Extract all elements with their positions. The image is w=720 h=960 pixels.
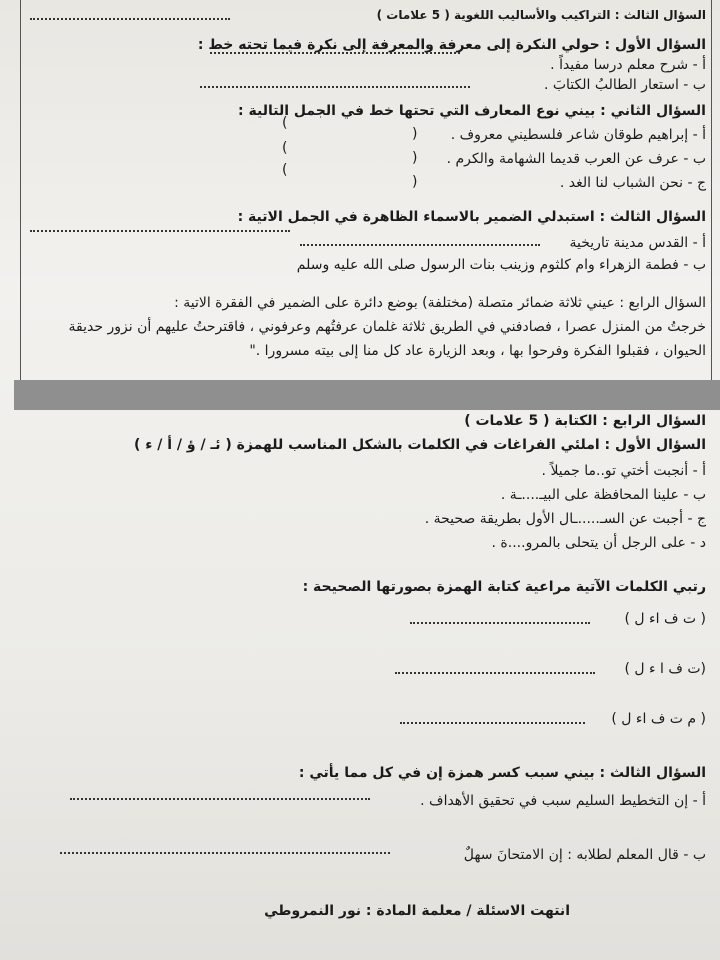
q2-item-b: ب - عرف عن العرب قديما الشهامة والكرم .: [446, 151, 706, 167]
answer-line: [30, 230, 290, 232]
q4-line2: خرجتُ من المنزل عصرا ، فصادفني في الطريق ثلاثة غلمان عرفتُهم وعرفوني ، فاقترحتُ عليهم أن نزور حديقة: [68, 319, 706, 335]
q2-item-c: ج - نحن الشباب لنا الغد .: [559, 175, 706, 191]
answer-line: [410, 622, 590, 624]
q2-item-a: أ - إبراهيم طوقان شاعر فلسطيني معروف .: [450, 127, 706, 143]
q2-answer-paren: (: [282, 115, 288, 131]
answer-line: [300, 244, 540, 246]
writing-q1-item-d: د - على الرجل أن يتحلى بالمرو....ة .: [491, 535, 706, 551]
q1-item-b: ب - استعار الطالبُ الكتابَ .: [543, 77, 706, 93]
writing-q2-item-1: ( ت ف اء ل ): [624, 611, 706, 627]
q2-answer-paren: (: [282, 140, 288, 156]
writing-q2-item-2: (ت ف ا ء ل ): [624, 661, 706, 677]
page-border-left: [20, 0, 21, 380]
q2-answer-paren: ): [412, 126, 418, 142]
q3-prompt: السؤال الثالث : استبدلي الضمير بالاسماء الظاهرة في الجمل الاتية :: [237, 209, 706, 225]
q2-answer-paren: ): [412, 174, 418, 190]
writing-q1-item-c: ج - أجبت عن السـ.....ـال الأول بطريقة صحيحة .: [424, 511, 706, 527]
answer-line: [200, 86, 470, 88]
q2-answer-paren: (: [282, 162, 288, 178]
q3-item-b: ب - فطمة الزهراء وام كلثوم وزينب بنات الرسول صلى الله عليه وسلم: [296, 257, 706, 273]
answer-line: [400, 722, 585, 724]
answer-line: [30, 18, 230, 20]
q1-prompt: السؤال الأول : حولي النكرة إلى معرفة والمعرفة إلى نكرة فيما تحته خط :: [197, 37, 706, 53]
section-divider-band: [14, 380, 720, 410]
writing-q3-prompt: السؤال الثالث : بيني سبب كسر همزة إن في كل مما يأتي :: [298, 765, 706, 781]
q4-line1: السؤال الرابع : عيني ثلاثة ضمائر متصلة (مختلفة) بوضع دائرة على الضمير في الفقرة الاتية :: [174, 295, 706, 311]
writing-q1-item-b: ب - علينا المحافظة على البيـ....ـة .: [500, 487, 706, 503]
writing-q1-item-a: أ - أنجبت أختي تو..ما جميلاً .: [541, 463, 706, 479]
answer-line: [70, 798, 370, 800]
q4-line3: الحيوان ، فقبلوا الفكرة وفرحوا بها ، وبعد الزيارة عاد كل منا إلى بيته مسرورا .": [249, 343, 706, 359]
footer-teacher: انتهت الاسئلة / معلمة المادة : نور النمروطي: [264, 903, 570, 919]
writing-q2-prompt: رتبي الكلمات الآتية مراعية كتابة الهمزة بصورتها الصحيحة :: [302, 579, 706, 595]
section-header-writing: السؤال الرابع : الكتابة ( 5 علامات ): [464, 413, 706, 429]
answer-line: [60, 852, 390, 854]
section-header-grammar: السؤال الثالث : التراكيب والأساليب اللغوية ( 5 علامات ): [376, 8, 706, 22]
writing-q1-prompt: السؤال الأول : املئي الفراغات في الكلمات بالشكل المناسب للهمزة ( ئـ / ؤ / أ / ء ): [133, 437, 706, 453]
q1-item-a: أ - شرح معلم درسا مفيداً .: [550, 57, 706, 73]
q2-prompt: السؤال الثاني : بيني نوع المعارف التي تحتها خط في الجمل التالية :: [238, 103, 706, 119]
writing-q2-item-3: ( م ت ف اء ل ): [611, 711, 706, 727]
answer-line: [210, 52, 460, 54]
answer-line: [395, 672, 595, 674]
writing-q3-item-b: ب - قال المعلم لطلابه : إن الامتحانَ سهلٌ: [463, 847, 706, 863]
page-border-right: [711, 0, 712, 380]
q2-answer-paren: ): [412, 150, 418, 166]
writing-q3-item-a: أ - إن التخطيط السليم سبب في تحقيق الأهداف .: [420, 793, 706, 809]
q3-item-a: أ - القدس مدينة تاريخية: [569, 235, 706, 251]
